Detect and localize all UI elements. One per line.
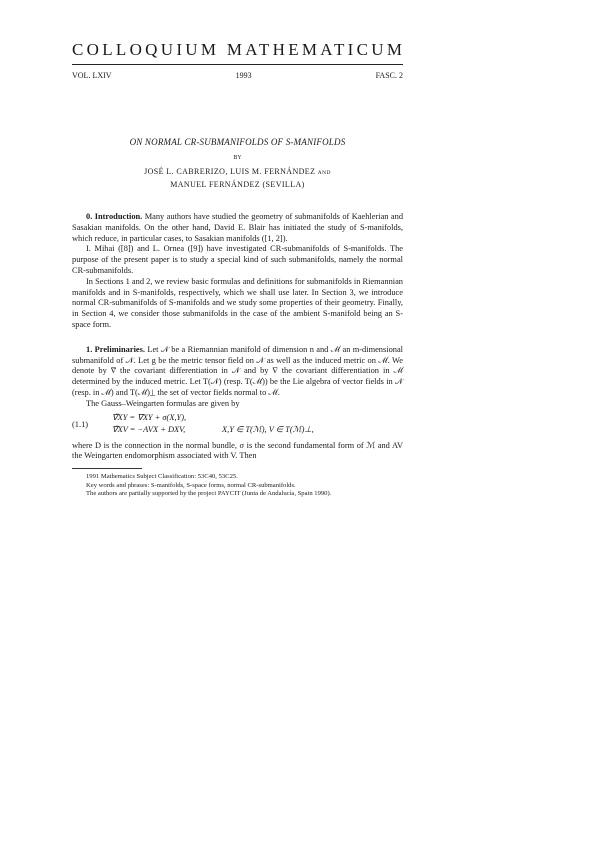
journal-title: COLLOQUIUM MATHEMATICUM [72, 40, 406, 59]
equation-number: (1.1) [72, 419, 89, 429]
footnote-rule [72, 468, 142, 469]
and-label: AND [317, 170, 331, 176]
equation-line-2: ∇̄XV = −AVX + DXV, [112, 424, 186, 434]
intro-paragraph-1 [72, 212, 403, 244]
intro-heading: 0. Introduction. [86, 212, 143, 221]
authors [72, 166, 403, 190]
intro-paragraph-2: I. Mihai ([8]) and L. Ornea ([9]) have investigated CR-submanifolds of S-manifolds. The purpose of the present paper is to study a special kind of such submanifolds, namely the normal CR-submanifolds. [72, 244, 403, 275]
volume-row [72, 71, 403, 81]
equation-condition: X,Y ∈ T(ℳ), V ∈ T(ℳ)⊥, [222, 424, 314, 434]
authors-line-1: JOSÉ L. CABRERIZO, LUIS M. FERNÁNDEZ [144, 167, 316, 176]
prelim-text-1: Let 𝒩 be a Riemannian manifold of dimension n and ℳ an m-dimensional submanifold of 𝒩. Let g be the metric tensor field on 𝒩 as well as the induced metric on ℳ. We denote by ∇̄ the covariant differentiation in 𝒩 and by ∇ the covariant differentiation in ℳ determined by the induced metric. Let T(𝒩) (resp. T(ℳ)) be the Lie algebra of vector fields in 𝒩 (resp. in ℳ) and T(ℳ)⊥ the set of vector fields normal to ℳ. [72, 344, 403, 397]
prelim-heading: 1. Preliminaries. [86, 344, 145, 354]
prelim-paragraph-1 [72, 345, 403, 399]
equation-line-1: ∇̄XY = ∇XY + σ(X,Y), [112, 412, 187, 422]
prelim-paragraph-3: where D is the connection in the normal bundle, σ is the second fundamental form of ℳ and AV the Weingarten endomorphism associated with V. Then [72, 440, 403, 461]
page [72, 40, 406, 499]
header-rule [72, 64, 403, 65]
prelim-paragraph-2: The Gauss–Weingarten formulas are given by [86, 398, 240, 408]
introduction-section [72, 212, 403, 331]
footnotes [72, 473, 403, 499]
year: 1993 [235, 71, 252, 80]
by-label: BY [233, 155, 242, 161]
intro-paragraph-3: In Sections 1 and 2, we review basic formulas and definitions for submanifolds in Riemannian manifolds and in S-manifolds, respectively, which we shall use later. In Section 3, we introduce normal CR-submanifolds of S-manifolds and we study some properties of their geometry. Finally, in Section 4, we consider those submanifolds in the case of the ambient S-manifold being an S-space form. [72, 276, 403, 329]
equation-1-1 [72, 413, 403, 439]
preliminaries-section [72, 345, 403, 462]
article-title: ON NORMAL CR-SUBMANIFOLDS OF S-MANIFOLDS [129, 137, 346, 147]
footnote-classification: 1991 Mathematics Subject Classification: 53C40, 53C25. [86, 473, 238, 481]
footnote-keywords: Key words and phrases: S-manifolds, S-space forms, normal CR-submanifolds. [86, 481, 296, 489]
authors-line-2: MANUEL FERNÁNDEZ (SEVILLA) [170, 180, 305, 189]
volume: VOL. LXIV [72, 71, 112, 80]
footnote-support: The authors are partially supported by the project PAYCIT (Junta de Andalucía, Spain 1990). [86, 490, 332, 498]
intro-text-1: Many authors have studied the geometry of submanifolds of Kaehlerian and Sasakian manifolds. On the other hand, David E. Blair has initiated the study of S-manifolds, which reduce, in particular cases, to Sasakian manifolds ([1, 2]). [72, 212, 404, 243]
fascicle: FASC. 2 [375, 71, 403, 80]
